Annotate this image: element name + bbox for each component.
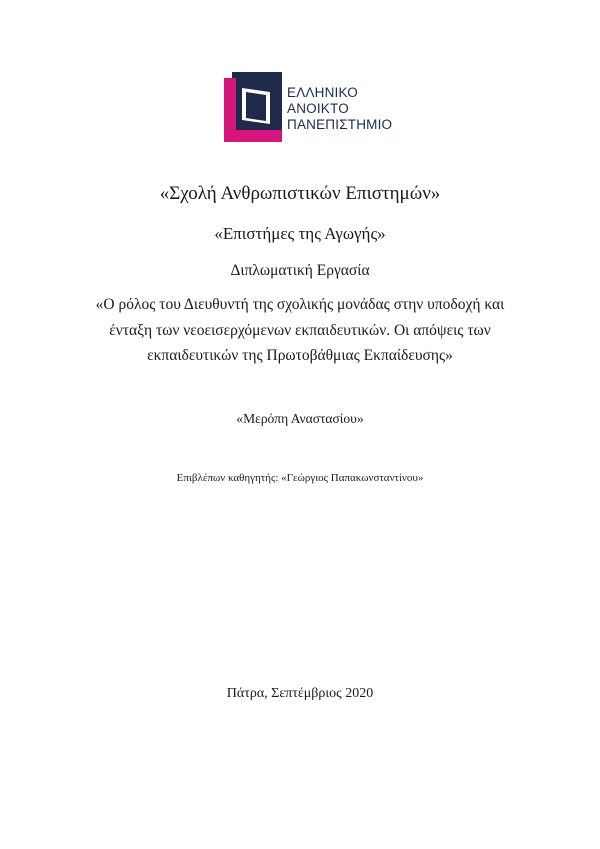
place-and-date: Πάτρα, Σεπτέμβριος 2020 xyxy=(226,686,374,701)
author-name: «Μερόπη Αναστασίου» xyxy=(236,411,364,426)
university-logo xyxy=(224,72,404,144)
university-name-line-3: ΠΑΝΕΠΙΣΤΗΜΙΟ xyxy=(287,117,393,132)
university-name-line-1: ΕΛΛΗΝΙΚΟ xyxy=(287,85,358,100)
thesis-title-line-3: εκπαιδευτικών της Πρωτοβάθμιας Εκπαίδευσης» xyxy=(147,347,453,364)
department-name: «Επιστήμες της Αγωγής» xyxy=(214,224,386,243)
university-name-line-2: ΑΝΟΙΚΤΟ xyxy=(287,101,349,116)
thesis-title xyxy=(60,292,540,369)
thesis-title-line-1: «Ο ρόλος του Διευθυντή της σχολικής μονάδας στην υποδοχή και xyxy=(95,296,505,313)
university-logo-icon xyxy=(224,72,282,142)
thesis-type: Διπλωματική Εργασία xyxy=(230,262,370,279)
thesis-title-line-2: ένταξη των νεοεισερχόμενων εκπαιδευτικών. Οι απόψεις των xyxy=(109,321,491,339)
school-name: «Σχολή Ανθρωπιστικών Επιστημών» xyxy=(159,183,441,204)
supervisor: Επιβλέπων καθηγητής: «Γεώργιος Παπακωνσταντίνου» xyxy=(176,472,424,484)
university-name xyxy=(287,85,392,133)
